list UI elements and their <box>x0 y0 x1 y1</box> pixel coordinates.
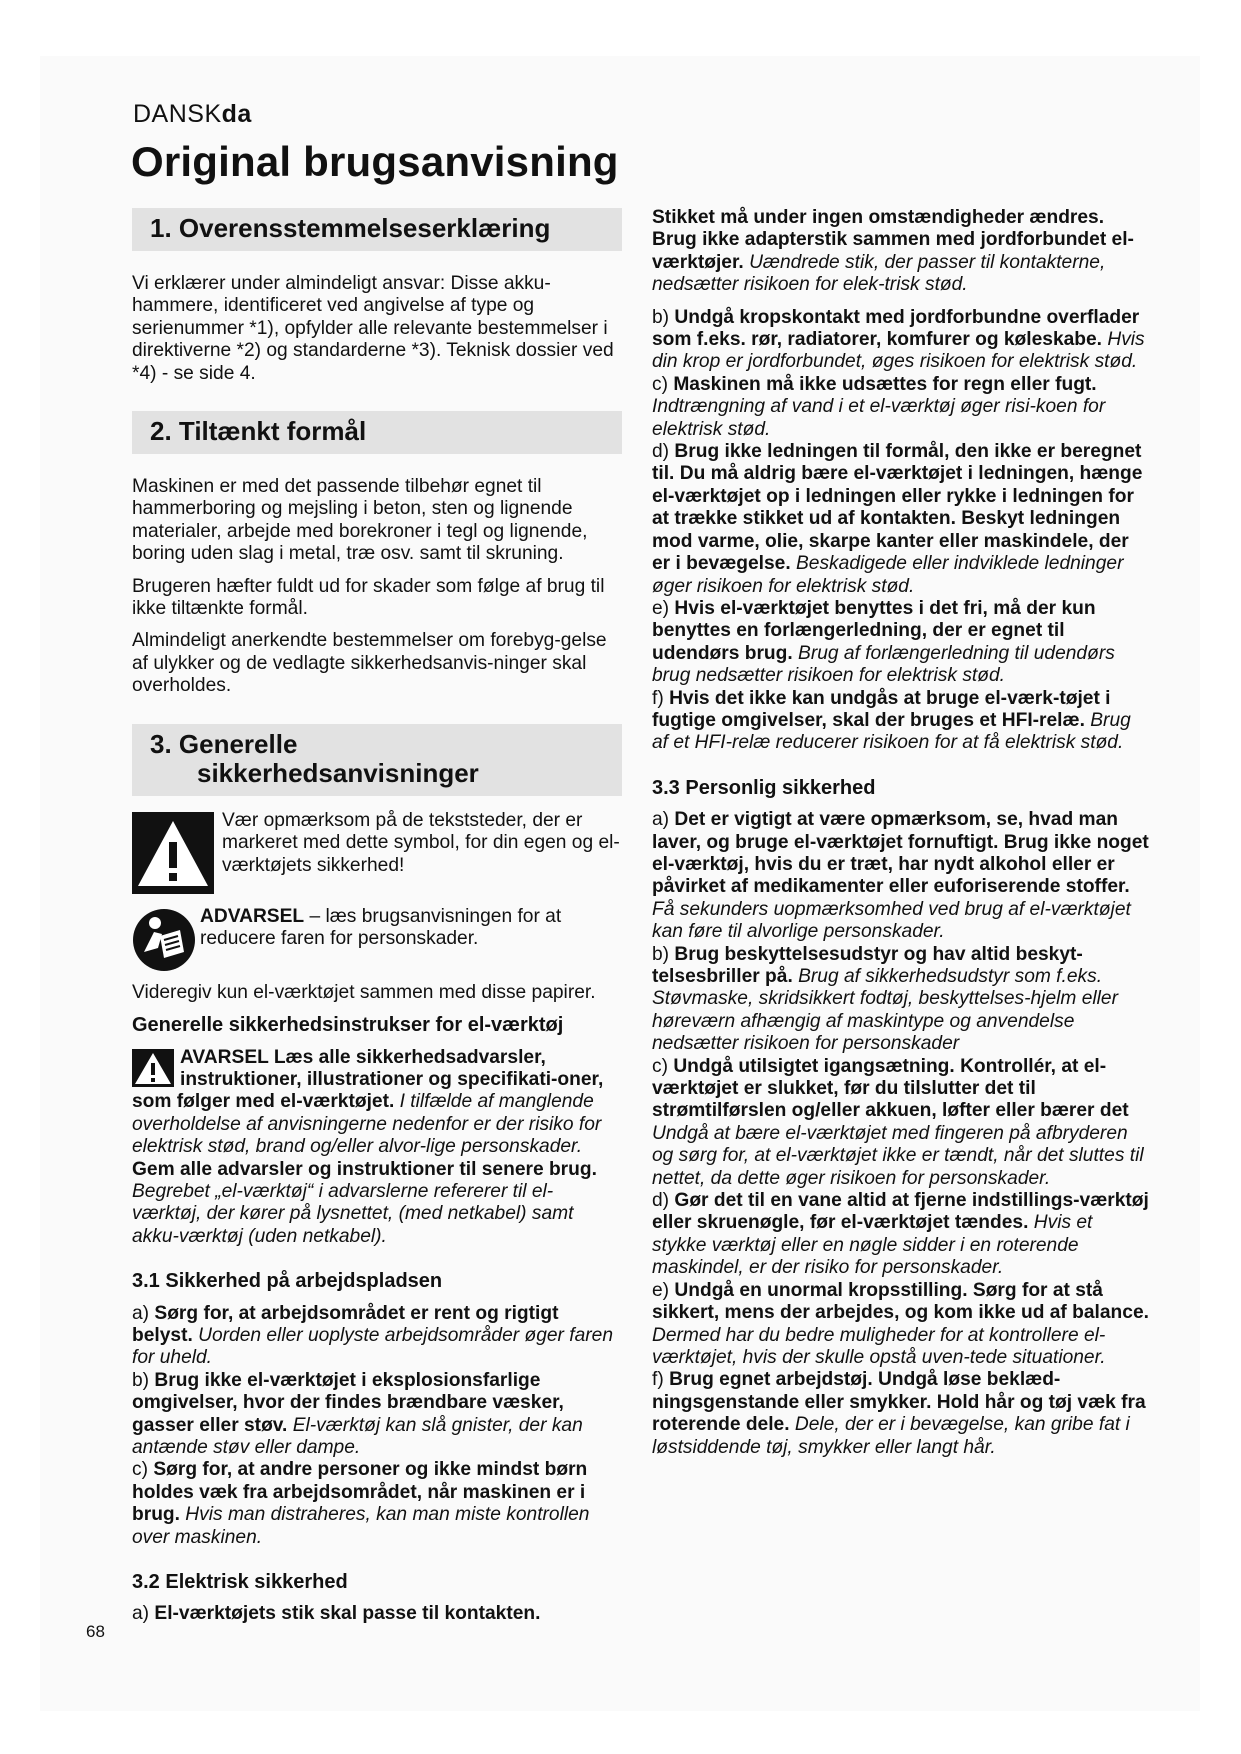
item-italic: El-værktøj kan slå gnister, der kan antænde støv eller dampe. <box>132 1414 583 1458</box>
avarsel-italic: I tilfælde af manglende overholdelse af anvisningerne nedenfor er der risiko for elektrisk stød, brand og/eller alvor-lige personskader. <box>132 1091 602 1158</box>
item-bold: Sørg for, at arbejdsområdet er rent og rigtigt belyst. <box>132 1302 559 1346</box>
language-label <box>133 100 252 129</box>
avarsel-bold: AVARSEL Læs alle sikkerhedsadvarsler, instruktioner, illustrationer og specifikati-oner, som følger med el-værktøjet. <box>132 1046 604 1113</box>
electrical-item-a <box>132 1603 622 1625</box>
item-marker: d) <box>652 1190 675 1212</box>
item-italic: Få sekunders uopmærksomhed ved brug af el-værktøjet kan føre til alvorlige personskader. <box>652 898 1131 943</box>
item-italic: Dele, der er i bevægelse, kan gribe fat i løstsiddende tøj, smykker eller langt hår. <box>652 1414 1130 1458</box>
read-manual-icon <box>132 908 196 972</box>
warning-triangle-icon <box>132 812 214 894</box>
item-bold: Undgå kropskontakt med jordforbundne overflader som f.eks. rør, radiatorer, komfurer og køleskabe. <box>652 306 1140 351</box>
item-marker: a) <box>132 1302 155 1324</box>
item-marker: c) <box>652 1055 674 1077</box>
item-bold: Maskinen må ikke udsættes for regn eller fugt. <box>673 373 1097 395</box>
item-marker: c) <box>652 373 674 395</box>
item-bold: Stikket må under ingen omstændigheder ændres. Brug ikke adapterstik sammen med jordforbundet el-værktøjer. <box>652 207 1134 273</box>
item-bold: Hvis det ikke kan undgås at bruge el-værk-tøjet i fugtige omgivelser, skal der bruges et HFI-relæ. <box>652 687 1111 731</box>
electrical-item-e <box>652 598 1152 688</box>
item-italic: Indtrængning af vand i et el-værktøj øger risi-koen for elektrisk stød. <box>652 396 1106 440</box>
right-column <box>652 207 1152 1459</box>
section-heading-3-line1: 3. Generelle <box>150 728 298 759</box>
item-italic: Undgå at bære el-værktøjet med fingeren på afbryderen og sørg for, at el-værktøjet ikke er tændt, når det sluttes til nettet, da dette øger risikoen for personskader. <box>652 1122 1144 1189</box>
item-marker: c) <box>132 1459 154 1481</box>
liability-text: Brugeren hæfter fuldt ud for skader som følge af brug til ikke tiltænkte formål. <box>132 575 605 620</box>
regulations-text: Almindeligt anerkendte bestemmelser om forebyg-gelse af ulykker og de vedlagte sikkerhedsanvis-ninger skal overholdes. <box>132 630 607 697</box>
page-title: Original brugsanvisning <box>131 138 619 185</box>
item-bold: Sørg for, at andre personer og ikke mindst børn holdes væk fra arbejdsområdet, når maskinen er i brug. <box>132 1459 588 1526</box>
gem-paragraph <box>132 1159 622 1249</box>
intended-use-text: Maskinen er med det passende tilbehør egnet til hammerboring og mejsling i beton, sten og lignende materialer, arbejde med borekroner i tegl og lignende, boring uden slag i metal, træ osv. samt til skruning. <box>132 476 588 565</box>
item-bold: Brug egnet arbejdstøj. Undgå løse beklæd-ningsgenstande eller smykker. Hold hår og tøj væk fra roterende dele. <box>652 1369 1146 1436</box>
item-marker: a) <box>652 809 675 831</box>
workplace-item-a <box>132 1303 622 1370</box>
advarsel-note <box>132 905 622 972</box>
item-italic: Dermed har du bedre muligheder for at kontrollere el-værktøjet, hvis der skulle opstå uven-tede situationer. <box>652 1324 1106 1368</box>
item-italic: Beskadigede eller indviklede ledninger øger risikoen for elektrisk stød. <box>652 553 1124 597</box>
electrical-item-a-cont <box>652 207 1152 297</box>
item-marker: a) <box>132 1603 155 1625</box>
item-marker: e) <box>652 597 675 619</box>
advarsel-label: ADVARSEL <box>200 905 305 927</box>
videregiv-text: Videregiv kun el-værktøjet sammen med disse papirer. <box>132 981 596 1003</box>
advarsel-body: – læs brugsanvisningen for at reducere faren for personskader. <box>200 905 562 950</box>
item-italic: Brug af forlængerledning til udendørs brug nedsætter risikoen for elektrisk stød. <box>652 642 1115 687</box>
personal-item-d <box>652 1190 1152 1280</box>
section-heading-1: 1. Overensstemmelseserklæring <box>132 208 622 251</box>
gem-bold: Gem alle advarsler og instruktioner til senere brug. <box>132 1158 597 1180</box>
section-3-3-heading: 3.3 Personlig sikkerhed <box>652 776 876 799</box>
advarsel-text <box>200 906 622 951</box>
electrical-item-c <box>652 374 1152 441</box>
section-3-2-heading: 3.2 Elektrisk sikkerhed <box>132 1571 348 1594</box>
workplace-item-c <box>132 1459 622 1549</box>
electrical-item-f <box>652 688 1152 755</box>
item-italic: Uændrede stik, der passer til kontakterne, nedsætter risikoen for elek-trisk stød. <box>652 251 1106 296</box>
electrical-item-b <box>652 307 1152 374</box>
item-marker: e) <box>652 1279 675 1301</box>
section-heading-2: 2. Tiltænkt formål <box>132 411 622 454</box>
left-column <box>132 208 622 1626</box>
item-marker: d) <box>652 441 675 463</box>
item-marker: b) <box>132 1369 155 1391</box>
workplace-item-b <box>132 1370 622 1460</box>
item-bold: Brug ikke ledningen til formål, den ikke er beregnet til. Du må aldrig bære el-værktøjet i ledningen, hænge el-værktøjet op i ledningen eller rykke i ledningen for at trække stikket ud af kontakten. Beskyt ledningen mod varme, olie, skarpe kanter eller maskindele, der er i bevægelse. <box>652 441 1143 575</box>
item-bold: Undgå utilsigtet igangsætning. Kontrollér, at el-værktøjet er slukket, før du tilslutter det til strømtilførslen og/eller akkuen, løfter eller bærer det <box>652 1055 1129 1122</box>
small-warning-icon <box>132 1049 174 1087</box>
item-italic: Hvis man distraheres, kan man miste kontrollen over maskinen. <box>132 1504 590 1548</box>
item-italic: Brug af et HFI-relæ reducerer risikoen for at få elektrisk stød. <box>652 709 1131 754</box>
personal-item-b <box>652 944 1152 1056</box>
item-bold: Undgå en unormal kropsstilling. Sørg for at stå sikkert, mens der arbejdes, og kom ikke ud af balance. <box>652 1279 1149 1324</box>
item-marker: f) <box>652 1369 670 1391</box>
gem-italic: Begrebet „el-værktøj“ i advarslerne refererer til el-værktøj, der kører på lysnettet, (med netkabel) samt akku-værktøj (uden netkabel). <box>132 1180 574 1247</box>
page-number: 68 <box>86 1622 105 1641</box>
personal-item-a <box>652 809 1152 943</box>
warning-symbol-note <box>132 809 622 894</box>
item-bold: El-værktøjets stik skal passe til kontakten. <box>154 1603 541 1625</box>
declaration-text: Vi erklærer under almindeligt ansvar: Disse akku-hammere, identificeret ved angivelse af type og serienummer *1), opfylder alle relevante bestemmelser i direktiverne *2) og standarderne *3). Teknisk dossier ved *4) - se side 4. <box>132 273 614 384</box>
section-3-1-heading: 3.1 Sikkerhed på arbejdspladsen <box>132 1270 443 1293</box>
item-marker: b) <box>652 943 675 965</box>
electrical-item-d <box>652 441 1152 598</box>
personal-item-e <box>652 1280 1152 1370</box>
item-italic: Uorden eller uoplyste arbejdsområder øger faren for uheld. <box>132 1324 614 1369</box>
item-italic: Hvis din krop er jordforbundet, øges risikoen for elektrisk stød. <box>652 329 1145 373</box>
language-code: da <box>221 100 252 128</box>
avarsel-paragraph <box>132 1047 622 1159</box>
item-marker: b) <box>652 306 675 328</box>
personal-item-c <box>652 1056 1152 1190</box>
item-bold: Det er vigtigt at være opmærksom, se, hvad man laver, og bruge el-værktøjet fornuftigt. Brug ikke noget el-værktøj, hvis du er træt, har nydt alkohol eller er påvirket af medikamenter eller euforiserende stoffer. <box>652 809 1149 898</box>
section-heading-3-line2: sikkerhedsanvisninger <box>197 757 479 788</box>
section-heading-3 <box>132 724 622 796</box>
item-bold: Gør det til en vane altid at fjerne indstillings-værktøj eller skruenøgle, før el-værktøjet tændes. <box>652 1190 1149 1234</box>
general-instructions-heading: Generelle sikkerhedsinstrukser for el-værktøj <box>132 1014 564 1037</box>
item-marker: f) <box>652 687 670 709</box>
item-bold: Hvis el-værktøjet benyttes i det fri, må der kun benyttes en forlængerledning, der er egnet til udendørs brug. <box>652 597 1096 664</box>
item-bold: Brug ikke el-værktøjet i eksplosionsfarlige omgivelser, hvor der findes brændbare væsker, gasser eller støv. <box>132 1369 564 1436</box>
language-name: DANSK <box>133 100 222 128</box>
item-italic: Brug af sikkerhedsudstyr som f.eks. Støvmaske, skridsikkert fodtøj, beskyttelses-hjelm eller høreværn afhængig af maskintype og anvendelse nedsætter risikoen for personskader <box>652 966 1118 1055</box>
item-italic: Hvis et stykke værktøj eller en nøgle sidder i en roterende maskindel, er der risiko for personskader. <box>652 1212 1093 1279</box>
item-bold: Brug beskyttelsesudstyr og hav altid beskyt-telsesbriller på. <box>652 943 1083 987</box>
personal-item-f <box>652 1369 1152 1459</box>
warning-symbol-text: Vær opmærksom på de tekststeder, der er markeret med dette symbol, for din egen og el-værktøjets sikkerhed! <box>222 809 620 876</box>
